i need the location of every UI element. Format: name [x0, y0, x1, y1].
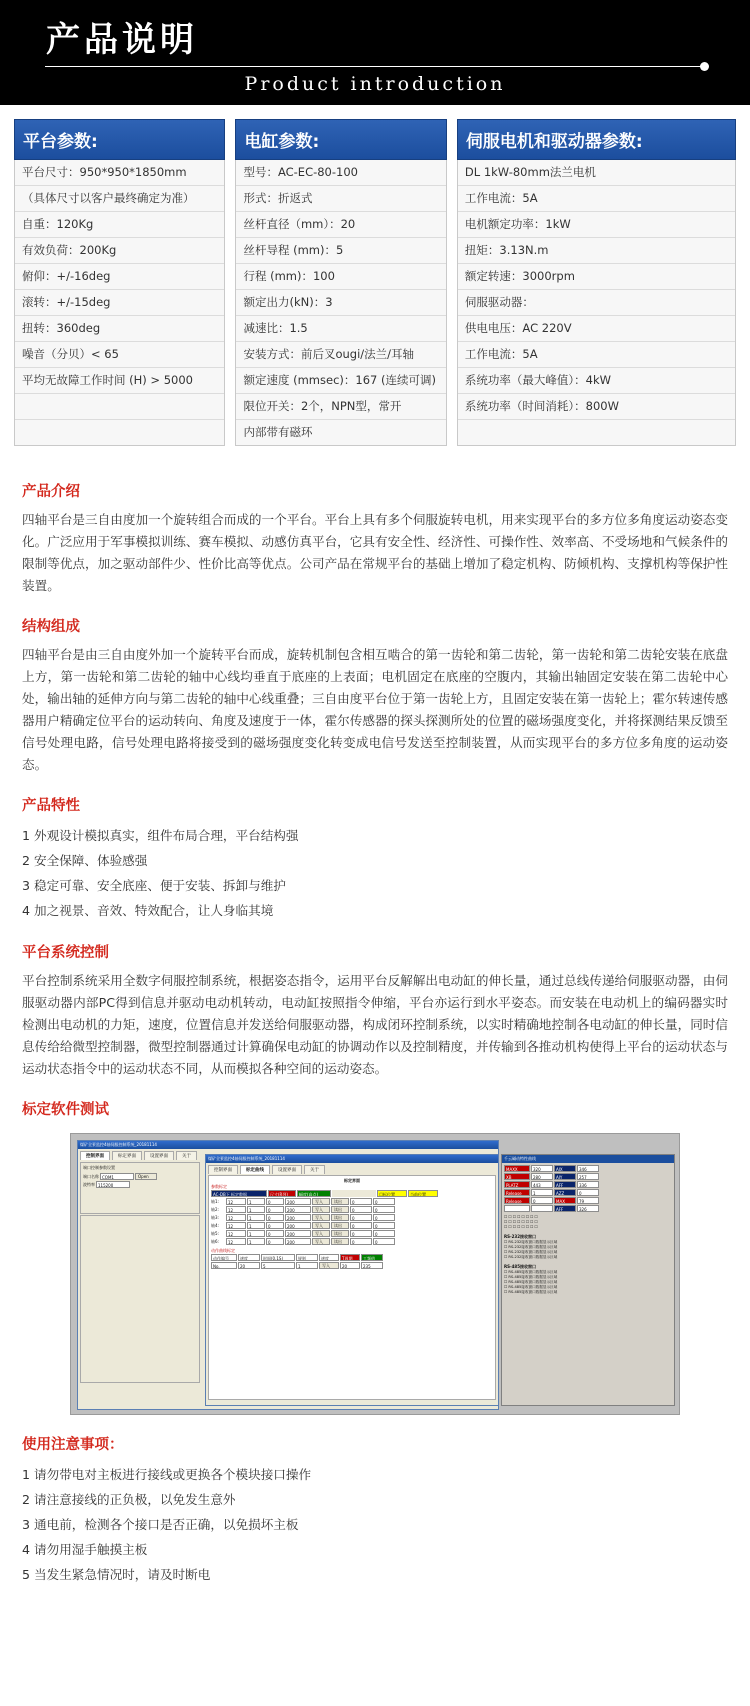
status-key: AIY — [554, 1173, 576, 1180]
software-window — [70, 1133, 680, 1415]
cell-value[interactable]: 200 — [285, 1198, 311, 1205]
calibration-titlebar: 煤矿全景监控4轴伺服控制系统_20181114 — [206, 1155, 498, 1163]
read-button[interactable]: 读出 — [331, 1214, 349, 1221]
spec-row: 安装方式：前后叉ougi/法兰/耳轴 — [236, 342, 445, 368]
status-key: MAX — [554, 1197, 576, 1204]
status-key: Release — [504, 1189, 530, 1196]
current-position[interactable]: 0 — [373, 1238, 395, 1245]
spec-row: 平台尺寸：950*950*1850mm — [15, 160, 224, 186]
action-header-row — [211, 1254, 493, 1261]
read-button[interactable]: 读出 — [331, 1238, 349, 1245]
tab-calibration[interactable]: 标定界面 — [112, 1151, 142, 1160]
spec-row: （具体尺寸以客户最终确定为准） — [15, 186, 224, 212]
spec-table-servo — [457, 119, 736, 446]
spec-row: 额定速度 (mmsec)：167 (连续可调) — [236, 368, 445, 394]
table-row — [211, 1238, 493, 1245]
read-button[interactable]: 读出 — [331, 1198, 349, 1205]
target-position[interactable]: 0 — [350, 1238, 372, 1245]
spec-row: 扭转：360deg — [15, 316, 224, 342]
col-header: 目标位置 — [377, 1190, 407, 1197]
spec-row: 丝杆导程 (mm)：5 — [236, 238, 445, 264]
cell-value[interactable]: 12 — [226, 1198, 246, 1205]
section-text-structure: 四轴平台是由三自由度外加一个旋转平台而成，旋转机制包含相互啮合的第一齿轮和第二齿轮，第一齿轮和第二齿轮安装在底盘上方，第一齿轮和第二齿轮的轴中心线均垂直于底座的上表面；电机固定在底座的空腹内，其输出轴固定安装在第二齿轮中心处，输出轴的延伸方向与第二齿轮的轴中心线重叠；三自由度平台位于第一齿轮上方，且固定安装在第一齿轮上；霍尔转速传感器用户精确定位平台的运动转向、角度及速度于一体，霍尔传感器的探头探测所处的位置的磁场强度变化，并将探测结果反馈至信号处理电路，信号处理电路将接受到的磁场强度变化转变成电信号发送至控制装置，从而实现平台的多方位多角度的运动姿态。 — [22, 647, 728, 772]
col-header-spacer — [332, 1190, 376, 1197]
spec-row: 系统功率（时间消耗）：800W — [458, 394, 735, 420]
action-value[interactable]: 235 — [361, 1262, 383, 1269]
action-value[interactable]: No. — [211, 1262, 237, 1269]
action-col-header: 速度 — [319, 1254, 339, 1261]
read-button[interactable]: 读出 — [331, 1206, 349, 1213]
list-item: 3 稳定可靠、安全底座、便于安装、拆卸与维护 — [22, 878, 286, 893]
action-value[interactable]: 20 — [340, 1262, 360, 1269]
inner-tab-settings[interactable]: 设置界面 — [272, 1165, 302, 1174]
spec-row: 行程 (mm)：100 — [236, 264, 445, 290]
section-text-control: 平台控制系统采用全数字伺服控制系统，根据姿态指令，运用平台反解解出电动缸的伸长量，通过总线传递给伺服驱动器，由伺服驱动器内部PC得到信息并驱动电动机转动，电动缸按照指令伸缩，平台亦运行到水平姿态。而安装在电动机上的编码器实时检测出电动机的力矩，速度，位置信息并发送给伺服驱动器，构成闭环控制系统，以实时精确地控制各电动缸的伸长量，同时信息传给给微型控制器，微型控制器通过计算确保电动缸的协调动作以及控制精度，并传输到各推动机构使得上平台的运动状态与运动状态指令中的运动状态不同，从而模拟各种空间的运动姿态。 — [22, 973, 728, 1076]
write-button[interactable]: 写入 — [312, 1230, 330, 1237]
cell-value[interactable]: 1 — [247, 1230, 265, 1237]
spec-title-platform: 平台参数: — [14, 119, 225, 160]
port-settings-panel — [80, 1162, 200, 1214]
cell-value[interactable]: 1 — [247, 1238, 265, 1245]
notes-title: 使用注意事项： — [22, 1437, 124, 1453]
spec-row: 限位开关：2个，NPN型，常开 — [236, 394, 445, 420]
table-row — [211, 1206, 493, 1213]
cell-value[interactable]: 1 — [247, 1222, 265, 1229]
section-text-intro: 四轴平台是三自由度加一个旋转组合而成的一个平台。平台上具有多个伺服旋转电机，用来实现平台的多方位多角度运动姿态变化。广泛应用于军事模拟训练、赛车模拟、动感仿真平台，它具有安全性、经济性、可操作性、效率高、不受场地和气候条件的限制等优点，加之驱动部件少、性价比高等优点。公司产品在常规平台的基础上增加了稳定机构、防倾机构、支撑机构等保护性装置。 — [22, 512, 728, 593]
cell-value[interactable]: 0 — [266, 1222, 284, 1229]
status-value: 0 — [531, 1197, 553, 1204]
action-value-row — [211, 1262, 493, 1269]
usage-notes — [22, 1433, 728, 1613]
current-position[interactable]: 0 — [373, 1222, 395, 1229]
status-key: PLATZ — [504, 1181, 530, 1188]
current-position[interactable]: 0 — [373, 1206, 395, 1213]
list-item: 2 安全保障、体验感强 — [22, 853, 148, 868]
spec-row: 噪音（分贝）< 65 — [15, 342, 224, 368]
table-row — [211, 1230, 493, 1237]
cell-value[interactable]: 1 — [247, 1198, 265, 1205]
status-key — [504, 1205, 530, 1212]
target-position[interactable]: 0 — [350, 1214, 372, 1221]
list-item: 4 加之视景、音效、特效配合，让人身临其境 — [22, 903, 274, 918]
cell-value[interactable]: 0 — [266, 1230, 284, 1237]
cell-value[interactable]: 200 — [285, 1238, 311, 1245]
target-position[interactable]: 0 — [350, 1198, 372, 1205]
write-button[interactable]: 写入 — [312, 1214, 330, 1221]
page-title: 产品说明 — [46, 20, 198, 60]
tab-control[interactable]: 控制界面 — [80, 1151, 110, 1160]
cell-value[interactable]: 12 — [226, 1206, 246, 1213]
action-col-header: 时间(0.1S) — [261, 1254, 295, 1261]
rs485-label: RS-485接收窗口 — [504, 1264, 536, 1269]
axis-label: 轴6: — [211, 1238, 219, 1244]
status-key: XB — [504, 1173, 530, 1180]
calibration-window — [205, 1154, 499, 1406]
action-value[interactable]: 20 — [238, 1262, 260, 1269]
cell-value[interactable]: 200 — [285, 1222, 311, 1229]
spec-row-blank — [15, 420, 224, 445]
section-title-features: 产品特性 — [22, 798, 80, 814]
status-value: 257 — [577, 1173, 599, 1180]
spec-row: DL 1kW-80mm法兰电机 — [458, 160, 735, 186]
axis-label: 轴1: — [211, 1198, 219, 1204]
status-value: 79 — [577, 1197, 599, 1204]
cell-value[interactable]: 1 — [247, 1206, 265, 1213]
spec-title-cylinder: 电缸参数: — [235, 119, 446, 160]
inner-tab-curve[interactable]: 标定曲线 — [240, 1165, 270, 1174]
cell-value[interactable]: 12 — [226, 1222, 246, 1229]
action-write-button[interactable]: 写入 — [319, 1262, 339, 1269]
spec-row: 电机额定功率：1kW — [458, 212, 735, 238]
calibration-heading: 标定界面 — [344, 1178, 360, 1183]
spec-row: 自重：120Kg — [15, 212, 224, 238]
status-key: AZZ — [554, 1189, 576, 1196]
port-settings-label: 端口控制参数设置 — [83, 1165, 115, 1170]
action-curve-label: 动作曲线标定 — [211, 1248, 235, 1253]
spec-row-blank — [15, 394, 224, 420]
table-row — [211, 1214, 493, 1221]
inner-tab-about[interactable]: 关于 — [304, 1165, 325, 1174]
status-key: Release — [504, 1197, 530, 1204]
spec-tables — [0, 105, 750, 456]
status-side-panel: 千云碱动特性曲线 MAXX 320 AIX 346 XB 280 AIY 257 PLATZ 443 AFF 336 Release 1 AZZ 0 Release 0 MAX 79 AFF 326 ☐ ☐ ☐ ☐ ☐ ☐ ☐ ☐ ☐ ☐ ☐ ☐ ☐ ☐ ☐ ☐ ☐ ☐ ☐ ☐ ☐ ☐ ☐ ☐ RS-232接收窗口 ☐ RS-232接收窗口数据显示区域 ☐ RS-232接收窗口数据显示区域 ☐ RS-232接收窗口数据显示区域 ☐ RS-232接收窗口数据显示区域 RS-485接收窗口 ☐ RS-485接收窗口数据显示区域 ☐ RS-485接收窗口数据显示区域 ☐ RS-485接收窗口数据显示区域 ☐ RS-485接收窗口数据显示区域 ☐ RS-485接收窗口数据显示区域 — [501, 1154, 675, 1406]
spec-row: 滚转：+/-15deg — [15, 290, 224, 316]
calibration-body — [208, 1175, 496, 1400]
spec-row: 平均无故障工作时间 (H) > 5000 — [15, 368, 224, 394]
page-subtitle: Product introduction — [244, 73, 506, 95]
cell-value[interactable]: 12 — [226, 1238, 246, 1245]
left-blank-panel — [80, 1215, 200, 1383]
spec-body-cylinder — [235, 160, 446, 446]
write-button[interactable]: 写入 — [312, 1238, 330, 1245]
status-value — [531, 1205, 553, 1212]
action-col-header: 动作编号 — [211, 1254, 237, 1261]
spec-row: 工作电流：5A — [458, 342, 735, 368]
status-value: 336 — [577, 1181, 599, 1188]
status-key: AIX — [554, 1165, 576, 1172]
spec-table-cylinder — [235, 119, 446, 446]
read-button[interactable]: 读出 — [331, 1222, 349, 1229]
cell-value[interactable]: 0 — [266, 1198, 284, 1205]
baud-rate-input[interactable]: 115200 — [96, 1181, 130, 1188]
cell-value[interactable]: 1 — [247, 1214, 265, 1221]
spec-row: 形式：折返式 — [236, 186, 445, 212]
inner-tabbar — [206, 1163, 498, 1174]
table-row — [211, 1198, 493, 1205]
status-panel-title: 千云碱动特性曲线 — [502, 1155, 674, 1163]
write-button[interactable]: 写入 — [312, 1206, 330, 1213]
cell-value[interactable]: 12 — [226, 1214, 246, 1221]
cell-value[interactable]: 12 — [226, 1230, 246, 1237]
col-header: 当前位置 — [408, 1190, 438, 1197]
spec-body-platform — [14, 160, 225, 446]
spec-row: 额定出力(kN)：3 — [236, 290, 445, 316]
action-col-header: 工频值 — [361, 1254, 383, 1261]
spec-row: 减速比：1.5 — [236, 316, 445, 342]
spec-row-blank — [458, 420, 735, 445]
cell-value[interactable]: 200 — [285, 1206, 311, 1213]
list-item: 3 通电前，检测各个接口是否正确，以免损坏主板 — [22, 1517, 299, 1532]
col-header: 幅度(高点) — [297, 1190, 331, 1197]
status-key: AFF — [554, 1205, 576, 1212]
spec-row: 系统功率（最大峰值）：4kW — [458, 368, 735, 394]
spec-row: 工作电流：5A — [458, 186, 735, 212]
status-value: 346 — [577, 1165, 599, 1172]
header-divider — [45, 66, 705, 67]
current-position[interactable]: 0 — [373, 1198, 395, 1205]
section-title-intro: 产品介绍 — [22, 484, 80, 500]
list-item: 1 请勿带电对主板进行接线或更换各个模块接口操作 — [22, 1467, 312, 1482]
section-title-structure: 结构组成 — [22, 619, 80, 635]
section-list-features — [22, 823, 728, 923]
cell-value[interactable]: 0 — [266, 1238, 284, 1245]
page-header — [0, 0, 750, 105]
target-position[interactable]: 0 — [350, 1222, 372, 1229]
open-port-button[interactable]: Open — [135, 1173, 157, 1180]
port-name-label: 端口名称 — [83, 1173, 99, 1179]
status-value: 0 — [577, 1189, 599, 1196]
status-value: 320 — [531, 1165, 553, 1172]
section-title-control: 平台系统控制 — [22, 945, 109, 961]
status-key: AFF — [554, 1181, 576, 1188]
col-header: AC-DB下 标定数据 — [211, 1190, 267, 1197]
status-value: 443 — [531, 1181, 553, 1188]
target-position[interactable]: 0 — [350, 1206, 372, 1213]
list-item: 2 请注意接线的正负极，以免发生意外 — [22, 1492, 236, 1507]
action-col-header: T周期 — [340, 1254, 360, 1261]
current-position[interactable]: 0 — [373, 1230, 395, 1237]
axis-label: 轴3: — [211, 1214, 219, 1220]
baud-rate-label: 波特率 — [83, 1181, 95, 1187]
target-position[interactable]: 0 — [350, 1230, 372, 1237]
status-value: 1 — [531, 1189, 553, 1196]
spec-row: 丝杆直径（mm）：20 — [236, 212, 445, 238]
spec-row: 扭矩：3.13N.m — [458, 238, 735, 264]
status-key: MAXX — [504, 1165, 530, 1172]
cell-value[interactable]: 0 — [266, 1214, 284, 1221]
cell-value[interactable]: 200 — [285, 1230, 311, 1237]
window-titlebar: 煤矿全景监控4轴伺服控制系统_20181114 — [78, 1141, 498, 1149]
status-value: 280 — [531, 1173, 553, 1180]
section-title-calibration-software: 标定软件测试 — [22, 1102, 109, 1118]
cell-value[interactable]: 0 — [266, 1206, 284, 1213]
spec-row: 伺服驱动器： — [458, 290, 735, 316]
write-button[interactable]: 写入 — [312, 1222, 330, 1229]
list-item: 5 当发生紧急情况时，请及时断电 — [22, 1567, 211, 1582]
write-button[interactable]: 写入 — [312, 1198, 330, 1205]
axis-label: 轴5: — [211, 1230, 219, 1236]
spec-row: 有效负荷：200Kg — [15, 238, 224, 264]
col-header: 尺寸(R列) — [268, 1190, 296, 1197]
spec-title-servo: 伺服电机和驱动器参数: — [457, 119, 736, 160]
tab-settings[interactable]: 设置界面 — [144, 1151, 174, 1160]
inner-tab-control[interactable]: 控制界面 — [208, 1165, 238, 1174]
spec-table-platform — [14, 119, 225, 446]
spec-body-servo — [457, 160, 736, 446]
table-row — [211, 1222, 493, 1229]
software-screenshot — [22, 1133, 728, 1415]
read-button[interactable]: 读出 — [331, 1230, 349, 1237]
list-item: 4 请勿用湿手触摸主板 — [22, 1542, 148, 1557]
action-col-header: 规则 — [296, 1254, 318, 1261]
params-label: 参数标定 — [211, 1184, 227, 1189]
list-item: 1 外观设计模拟真实，组件布局合理，平台结构强 — [22, 828, 299, 843]
action-col-header: 速度 — [238, 1254, 260, 1261]
spec-row: 俯仰：+/-16deg — [15, 264, 224, 290]
content-body — [0, 456, 750, 1613]
tab-about[interactable]: 关于 — [176, 1151, 197, 1160]
port-name-input[interactable]: COM1 — [100, 1173, 134, 1180]
spec-row: 供电电压：AC 220V — [458, 316, 735, 342]
spec-row: 型号：AC-EC-80-100 — [236, 160, 445, 186]
spec-row: 额定转速：3000rpm — [458, 264, 735, 290]
action-value[interactable]: 5 — [261, 1262, 295, 1269]
axis-label: 轴4: — [211, 1222, 219, 1228]
spec-row: 内部带有磁环 — [243, 425, 313, 439]
rs232-label: RS-232接收窗口 — [504, 1234, 536, 1239]
notes-list — [22, 1462, 728, 1587]
axis-label: 轴2: — [211, 1206, 219, 1212]
status-value: 326 — [577, 1205, 599, 1212]
column-header-row — [211, 1190, 493, 1197]
current-position[interactable]: 0 — [373, 1214, 395, 1221]
cell-value[interactable]: 200 — [285, 1214, 311, 1221]
action-value[interactable]: 1 — [296, 1262, 318, 1269]
